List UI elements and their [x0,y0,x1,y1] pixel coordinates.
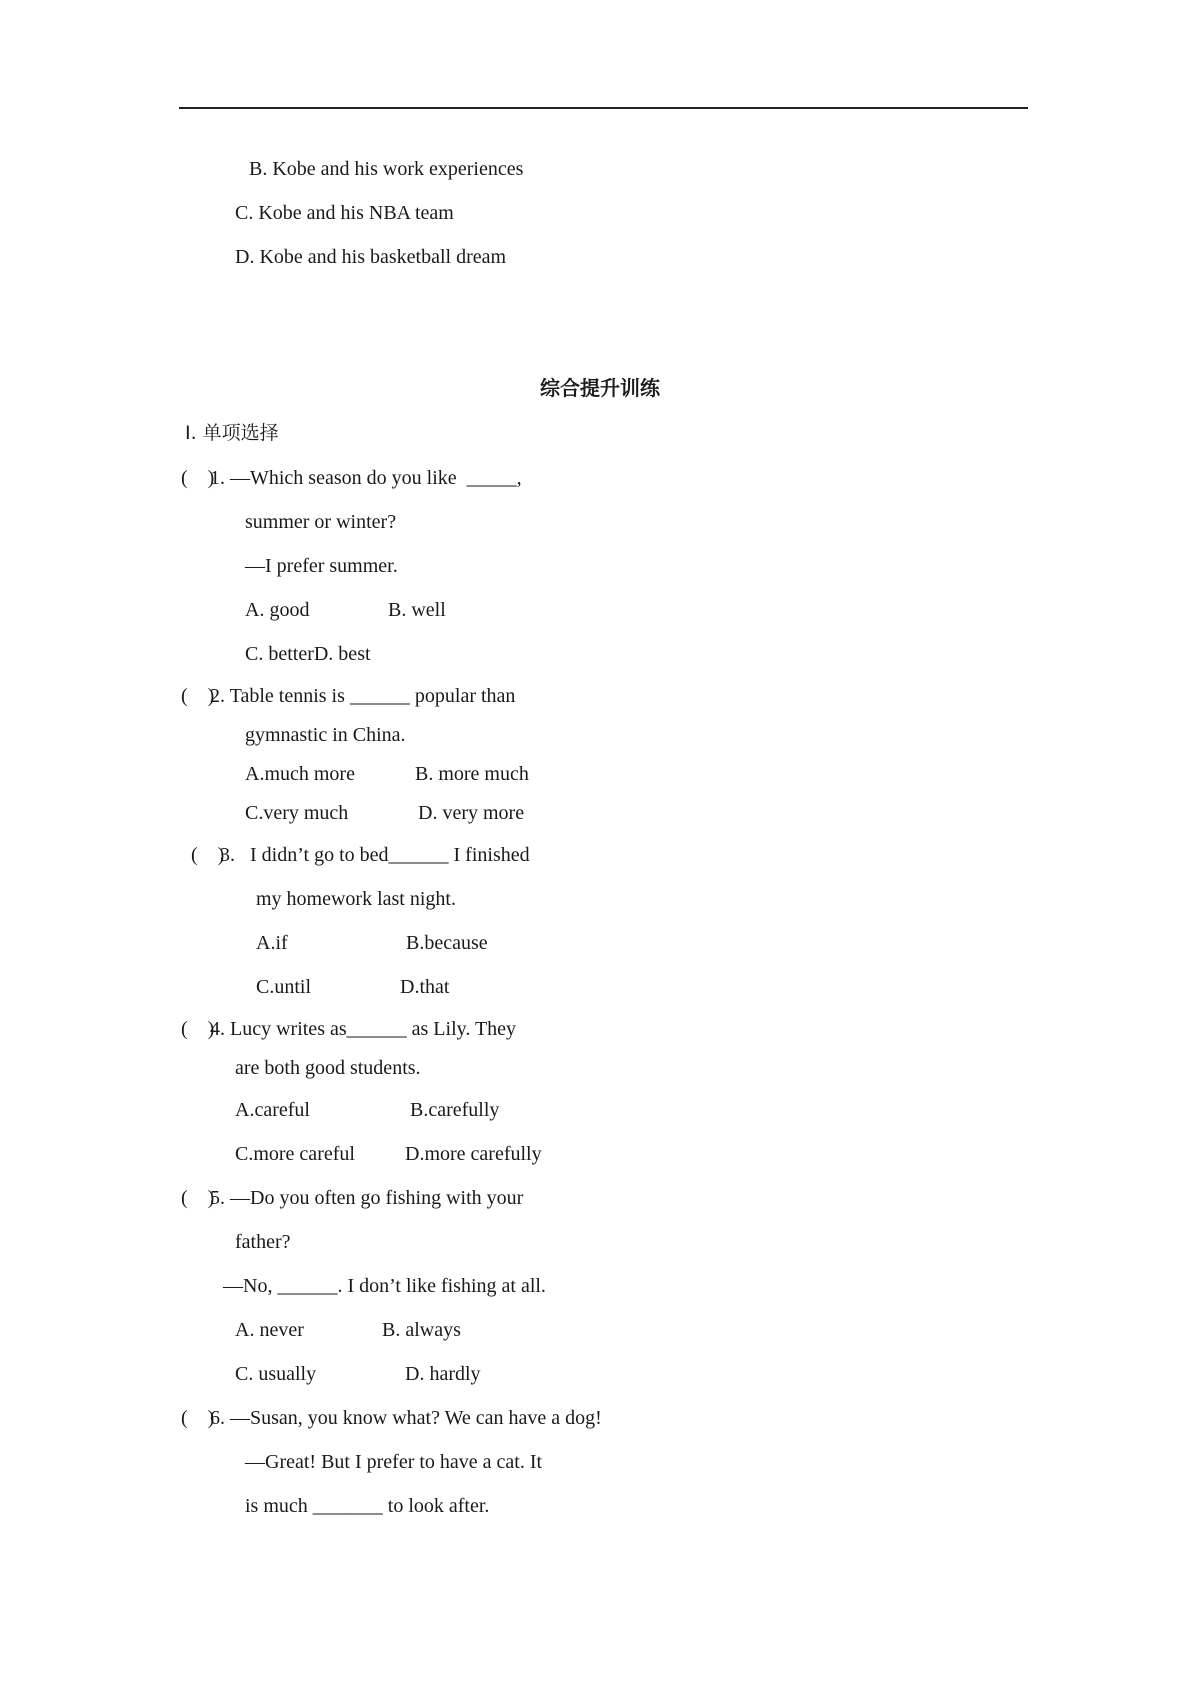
option-d: D.that [400,976,450,998]
option-b: B.because [406,932,488,954]
option-a: A.much more [245,763,355,785]
answer-bracket: ( ) [181,1018,215,1040]
option-a: A. good [245,599,310,621]
answer-bracket: ( ) [181,1187,215,1209]
answer-bracket: ( ) [191,844,225,866]
option-b: B. Kobe and his work experiences [249,158,524,180]
question-stem: 1. —Which season do you like _____, [210,467,522,489]
option-c: C.until [256,976,312,998]
question-stem: 5. —Do you often go fishing with your [210,1187,524,1209]
section-title: 综合提升训练 [540,376,660,400]
option-d: D. hardly [405,1363,481,1385]
option-c: C. usually [235,1363,317,1385]
option-d: D. Kobe and his basketball dream [235,246,507,268]
option-d: D. very more [418,802,525,824]
answer-bracket: ( ) [181,685,215,707]
question-stem: 2. Table tennis is ______ popular than [210,685,516,707]
option-a: A.careful [235,1099,310,1121]
option-b: B. well [388,599,446,621]
question-stem-cont: my homework last night. [256,888,456,910]
question-stem-cont: summer or winter? [245,511,397,533]
option-d: D.more carefully [405,1143,542,1165]
question-stem-cont: —Great! But I prefer to have a cat. It [245,1451,543,1473]
option-a: A.if [256,932,288,954]
option-b: B. always [382,1319,461,1341]
header-rule [179,107,1028,109]
option-b: B.carefully [410,1099,500,1121]
question-stem: 6. —Susan, you know what? We can have a dog! [210,1407,602,1429]
option-a: A. never [235,1319,304,1341]
option-c: C.more careful [235,1143,355,1165]
option-c: C.very much [245,802,349,824]
question-stem-cont: is much _______ to look after. [245,1495,490,1517]
question-stem-cont: —I prefer summer. [245,555,398,577]
option-b: B. more much [415,763,529,785]
question-stem: 3. I didn’t go to bed______ I finished [220,844,530,866]
question-stem-cont: are both good students. [235,1057,421,1079]
option-c: C. Kobe and his NBA team [235,202,454,224]
answer-bracket: ( ) [181,467,215,489]
question-stem-cont: gymnastic in China. [245,724,406,746]
option-c-d: C. betterD. best [245,643,371,665]
question-stem-cont: —No, ______. I don’t like fishing at all. [223,1275,546,1297]
answer-bracket: ( ) [181,1407,215,1429]
question-stem: 4. Lucy writes as______ as Lily. They [210,1018,517,1040]
part-heading: Ⅰ. 单项选择 [185,422,279,444]
question-stem-cont: father? [235,1231,291,1253]
